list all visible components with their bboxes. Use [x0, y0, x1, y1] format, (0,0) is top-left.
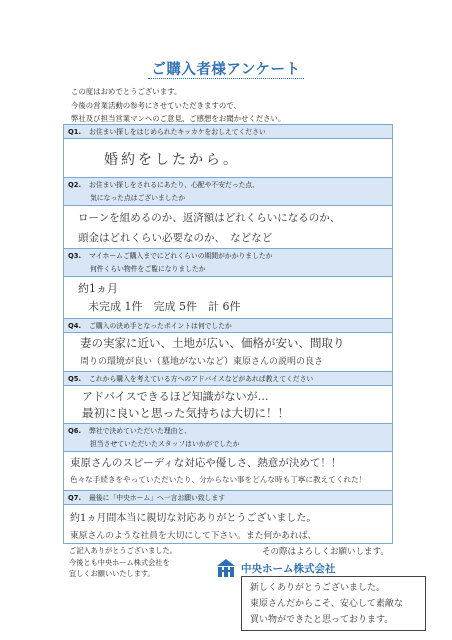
intro-line: この度はおめでとうございます。 — [71, 87, 182, 96]
answer-box-q2 — [63, 206, 393, 248]
answer-line: ローンを組めるのか、返済額はどれくらいになるのか、 — [78, 212, 341, 224]
question-text-line2: 気になった点はございましたか — [90, 194, 186, 202]
footer-line: ご記入ありがとうございました。 — [69, 546, 177, 555]
company-logo — [216, 558, 336, 578]
footer-line: 宜しくお願いいたします。 — [69, 569, 155, 578]
question-text: これから購入を考えている方へのアドバイスなどがあれば教えてください — [89, 375, 314, 383]
question-number: Q4. — [68, 322, 82, 330]
question-number: Q5. — [68, 375, 82, 383]
answer-line: 周りの環境が良い（墓地がないなど）東原さんの説明の良さ — [80, 357, 324, 367]
answer-box-q4 — [63, 333, 393, 371]
answer-bottom-border — [63, 543, 393, 544]
question-number: Q2. — [68, 181, 82, 189]
title-underline — [148, 77, 304, 79]
answer-line: 未完成 1件 完成 5件 計 6件 — [88, 300, 241, 313]
answer-line: アドバイスできるほど知識がないが… — [82, 390, 269, 403]
intro-text — [71, 85, 285, 126]
page-title: ご購入者様アンケート — [151, 62, 301, 78]
question-text: 弊社で決めていただいた理由と、 — [89, 427, 192, 435]
note-line: 買い物ができたと思っております。 — [250, 615, 394, 625]
question-header-q2 — [63, 177, 393, 206]
answer-box-q7 — [63, 505, 393, 543]
answer-box-q3 — [63, 277, 393, 318]
footer-text — [69, 545, 177, 580]
intro-line: 今後の営業活動の参考にさせていただきますので、 — [71, 100, 241, 110]
question-text: マイホームご購入までにどれくらいの期間がかかりましたか — [89, 252, 273, 260]
question-text: お住まい探しをはじめられたキッカケをおしえてください — [89, 128, 266, 136]
question-header-q6 — [63, 423, 393, 452]
question-header-q3 — [63, 248, 393, 277]
house-logo-icon — [216, 558, 236, 578]
answer-box-q1 — [63, 139, 393, 177]
company-name: 中央ホーム株式会社 — [241, 562, 336, 575]
question-text: お住まい探しをされるにあたり、心配や不安だった点、 — [89, 181, 260, 189]
answer-line: 色々な手続きをやっていただいたり、分からない事をどんな時も丁寧に教えてくれた！ — [70, 475, 367, 484]
question-number: Q3. — [68, 252, 82, 260]
answer-box-q6 — [63, 452, 393, 490]
question-number: Q6. — [68, 427, 82, 435]
handwritten-note — [241, 576, 426, 631]
answer-tail: その際はよろしくお願いします。 — [262, 547, 389, 557]
question-header-q1 — [63, 124, 393, 139]
answer-line: 約1ヵ月間本当に親切な対応ありがとうございました。 — [70, 513, 317, 524]
question-number: Q7. — [68, 494, 82, 502]
answer-box-q5 — [63, 386, 393, 423]
question-number: Q1. — [68, 128, 82, 136]
answer-line: 婚約をしたから。 — [104, 152, 240, 168]
answer-line: 東原さんのスピーディな対応や優しさ、熱意が決めて！！ — [70, 457, 342, 469]
question-header-q7 — [63, 490, 393, 505]
answer-line: 頭金はどれくらい必要なのか、 などなど — [78, 232, 273, 244]
note-line: 新しくありがとうございました。 — [250, 583, 386, 593]
question-text-line2: 担当させていただいたスタッフはいかがでしたか — [90, 440, 240, 448]
footer-line: 今後とも中央ホーム株式会社を — [69, 557, 170, 567]
answer-line: 最初に良いと思った気持ちは大切に！！ — [82, 406, 289, 420]
question-text: ご購入の決め手となったポイントは何でしたか — [89, 322, 232, 330]
note-line: 東原さんだからこそ、安心して素敵な — [250, 599, 403, 609]
intro-line: 弊社及び担当営業マンへのご意見、ご感想をお聞かせください。 — [71, 114, 286, 124]
question-header-q4 — [63, 318, 393, 333]
answer-line: 妻の実家に近い、土地が広い、価格が安い、間取り — [80, 336, 345, 350]
answer-line: 東原さんのような社員を大切にして下さい。また何かあれば、 — [70, 531, 317, 541]
question-text: 最後に「中央ホーム」へ一言お願い致します — [89, 494, 226, 502]
answer-line: 約1ヵ月 — [78, 282, 118, 295]
question-text-line2: 何件くらい物件をご覧になりましたか — [90, 265, 206, 273]
question-header-q5 — [63, 371, 393, 386]
